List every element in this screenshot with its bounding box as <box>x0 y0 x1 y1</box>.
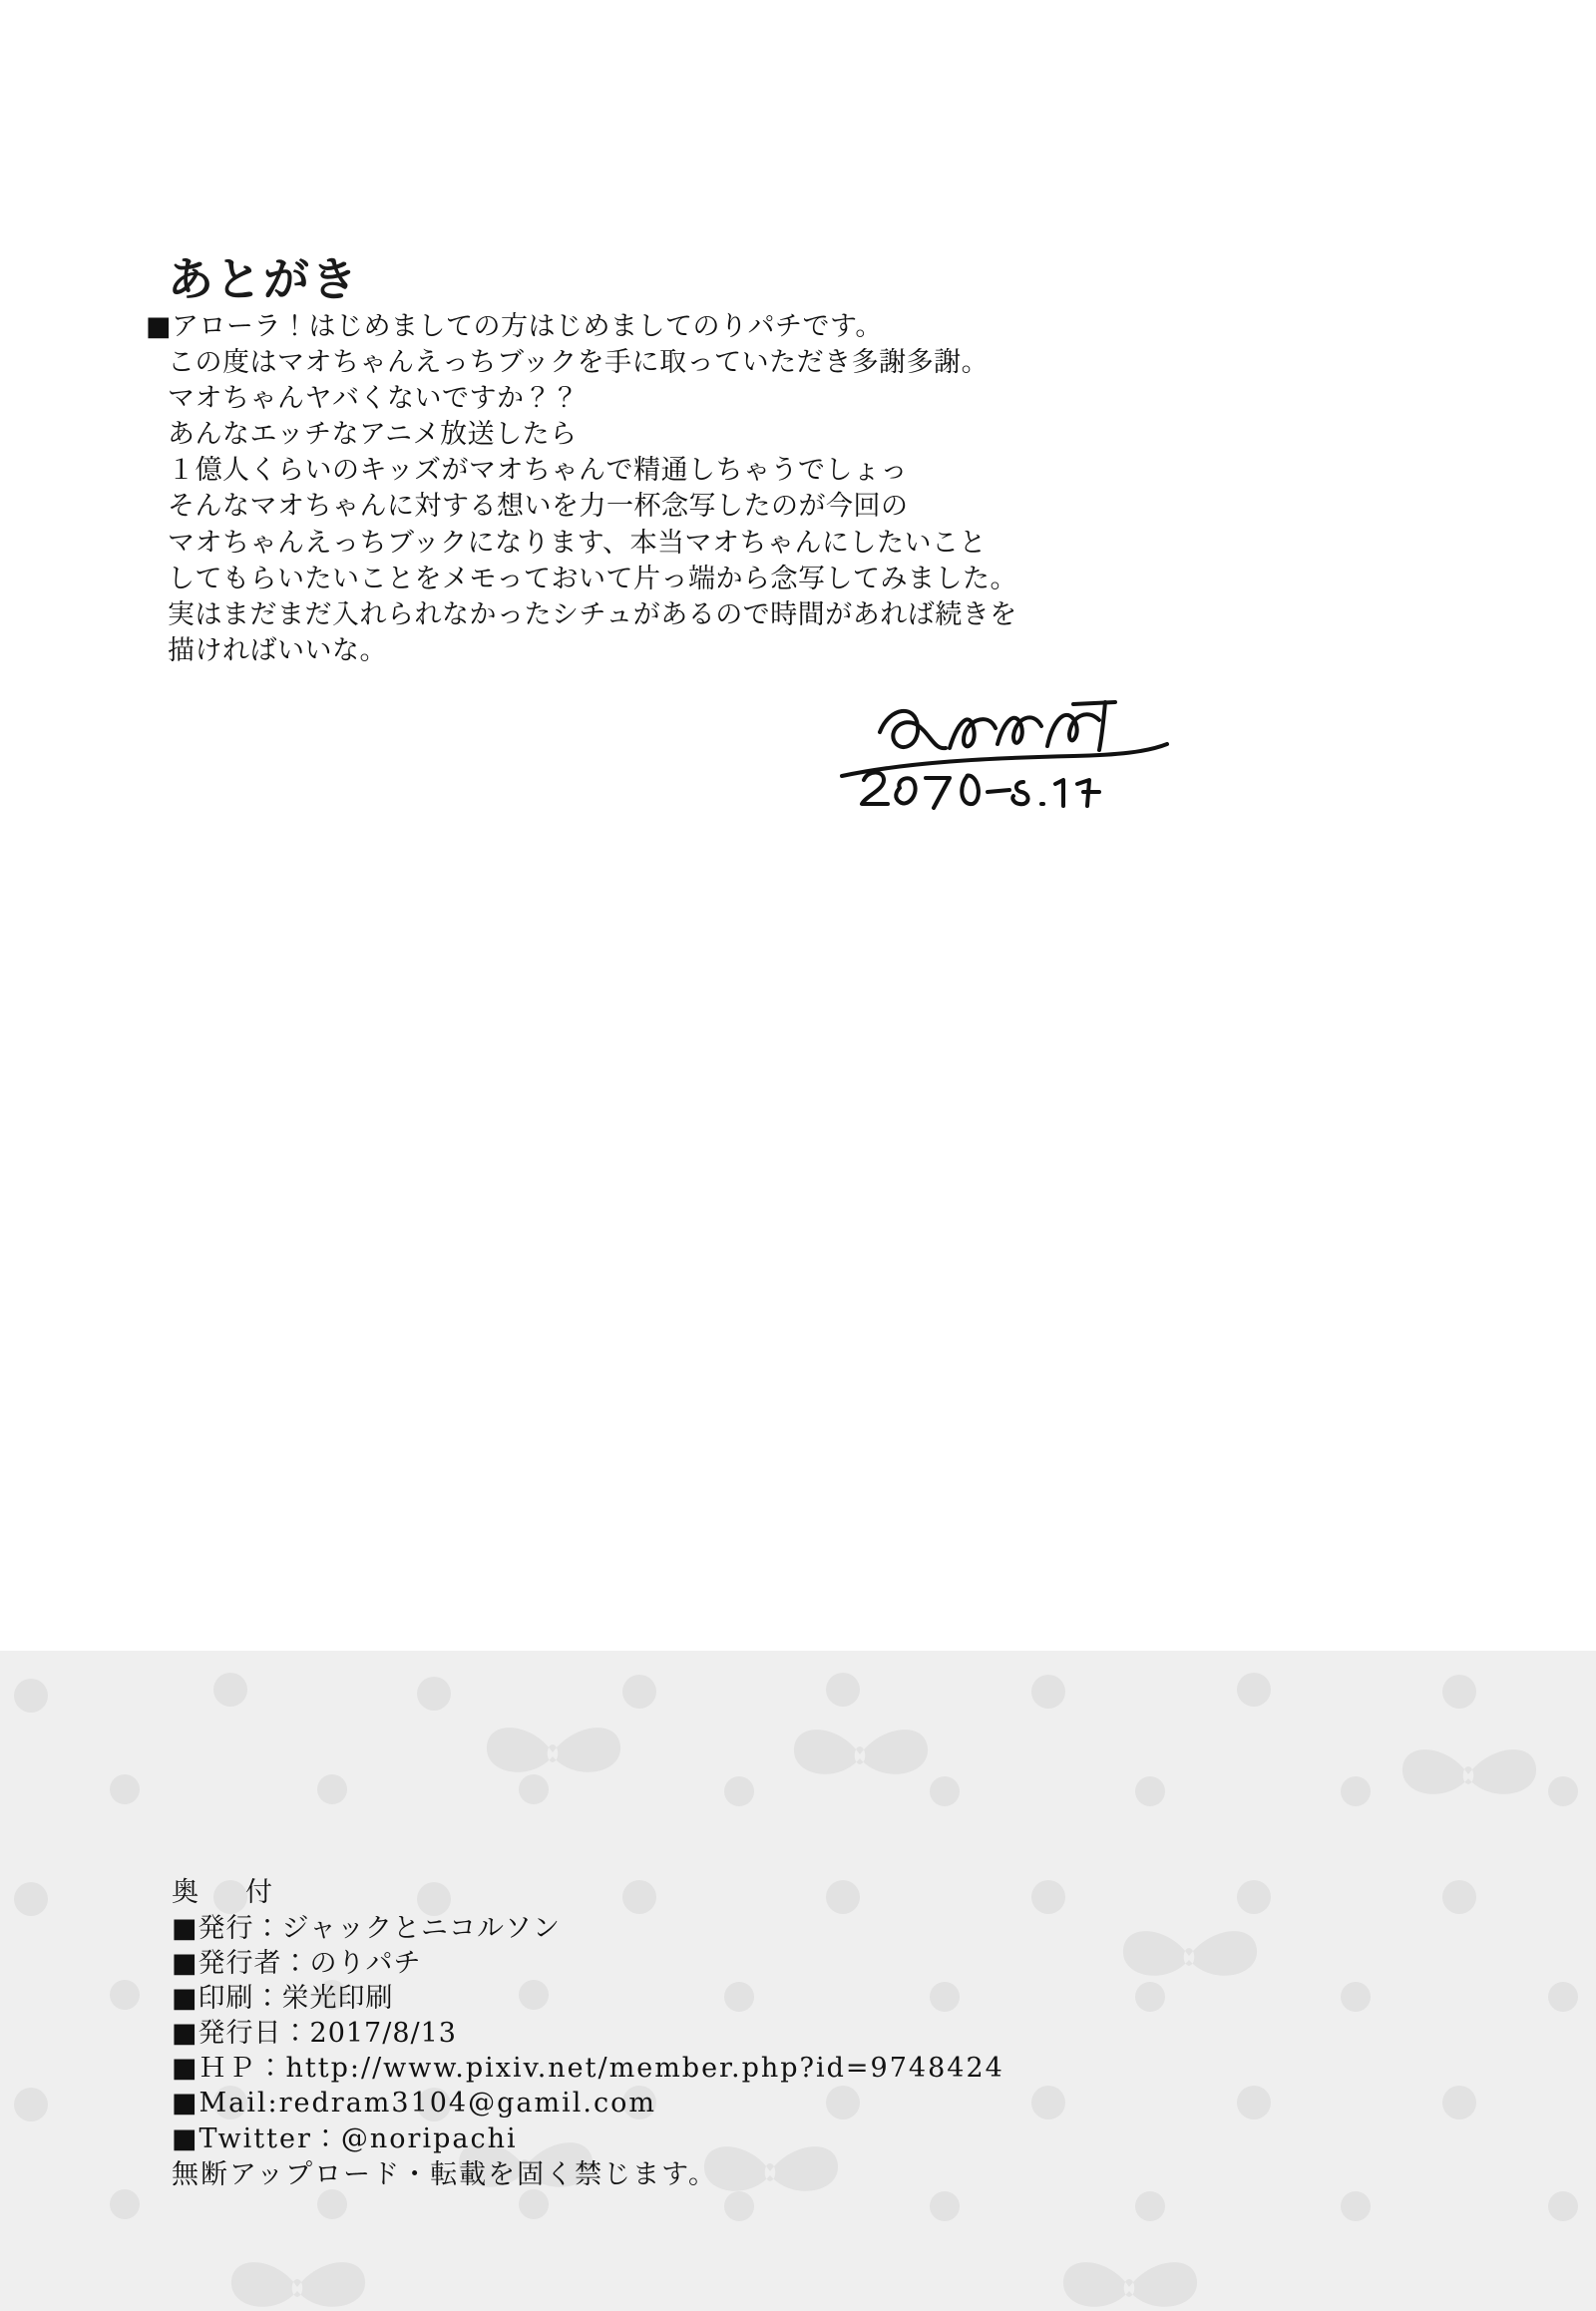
pattern-dot <box>1135 1776 1165 1806</box>
pattern-dot <box>110 1980 140 2010</box>
ribbon-bow-icon <box>1396 1734 1546 1814</box>
pattern-dot <box>1442 2086 1476 2119</box>
afterword-line: してもらいたいことをメモっておいて片っ端から念写してみました。 <box>168 563 1017 594</box>
ribbon-bow-icon <box>481 1713 630 1792</box>
colophon-publisher: ■発行：ジャックとニコルソン <box>172 1913 561 1944</box>
pattern-dot <box>417 1677 451 1711</box>
pattern-dot <box>213 1673 247 1707</box>
pattern-dot <box>1341 1776 1371 1806</box>
pattern-dot <box>14 1679 48 1713</box>
colophon-homepage-link[interactable]: ■ＨＰ：http://www.pixiv.net/member.php?id=9748424 <box>172 2053 1004 2085</box>
colophon-printer: ■印刷：栄光印刷 <box>172 1983 394 2015</box>
pattern-dot <box>14 1882 48 1916</box>
pattern-dot <box>1548 1982 1578 2012</box>
afterword-body <box>146 309 1365 670</box>
pattern-dot <box>1031 1675 1065 1709</box>
ribbon-bow-icon <box>788 1715 938 1794</box>
afterword-line: １億人くらいのキッズがマオちゃんで精通しちゃうでしょっ <box>168 455 908 487</box>
pattern-dot <box>110 2189 140 2219</box>
pattern-dot <box>14 2088 48 2121</box>
colophon-notice: 無断アップロード・転載を固く禁じます。 <box>172 2158 717 2190</box>
colophon-publish-date: ■発行日：2017/8/13 <box>172 2018 457 2050</box>
pattern-dot <box>1548 2191 1578 2221</box>
colophon-title: 奥 付 <box>172 1877 282 1908</box>
pattern-dot <box>1442 1675 1476 1709</box>
colophon-twitter-link[interactable]: ■Twitter：@noripachi <box>172 2122 518 2154</box>
ribbon-bow-icon <box>1057 2247 1207 2311</box>
afterword-section <box>146 252 1365 669</box>
pattern-dot <box>622 1675 656 1709</box>
afterword-line: この度はマオちゃんえっちブックを手に取っていただき多謝多謝。 <box>168 346 990 378</box>
pattern-dot <box>826 1673 860 1707</box>
pattern-dot <box>110 1774 140 1804</box>
colophon-list <box>172 1911 1369 2192</box>
pattern-dot <box>317 2189 347 2219</box>
pattern-dot <box>1548 1776 1578 1806</box>
artist-signature <box>838 688 1217 818</box>
colophon-mail-link[interactable]: ■Mail:redram3104@gamil.com <box>172 2088 656 2119</box>
colophon-author: ■発行者：のりパチ <box>172 1948 422 1980</box>
afterword-line: ■アローラ！はじめましての方はじめましてのりパチです。 <box>146 310 883 342</box>
pattern-dot <box>1341 2191 1371 2221</box>
pattern-dot <box>724 1776 754 1806</box>
afterword-line: あんなエッチなアニメ放送したら <box>168 419 578 451</box>
ribbon-bow-icon <box>225 2247 375 2311</box>
pattern-dot <box>1135 2191 1165 2221</box>
afterword-title: あとがき <box>168 252 359 306</box>
afterword-line: 描ければいいな。 <box>168 635 387 667</box>
pattern-dot <box>1237 1673 1271 1707</box>
pattern-dot <box>1442 1880 1476 1914</box>
colophon-section <box>172 1870 1369 2192</box>
pattern-dot <box>930 2191 960 2221</box>
afterword-line: そんなマオちゃんに対する想いを力一杯念写したのが今回の <box>168 491 909 523</box>
pattern-dot <box>317 1774 347 1804</box>
afterword-line: 実はまだまだ入れられなかったシチュがあるので時間があれば続きを <box>168 598 1017 630</box>
afterword-line: マオちゃんヤバくないですか？？ <box>168 382 580 414</box>
afterword-line: マオちゃんえっちブックになります、本当マオちゃんにしたいこと <box>168 527 987 559</box>
